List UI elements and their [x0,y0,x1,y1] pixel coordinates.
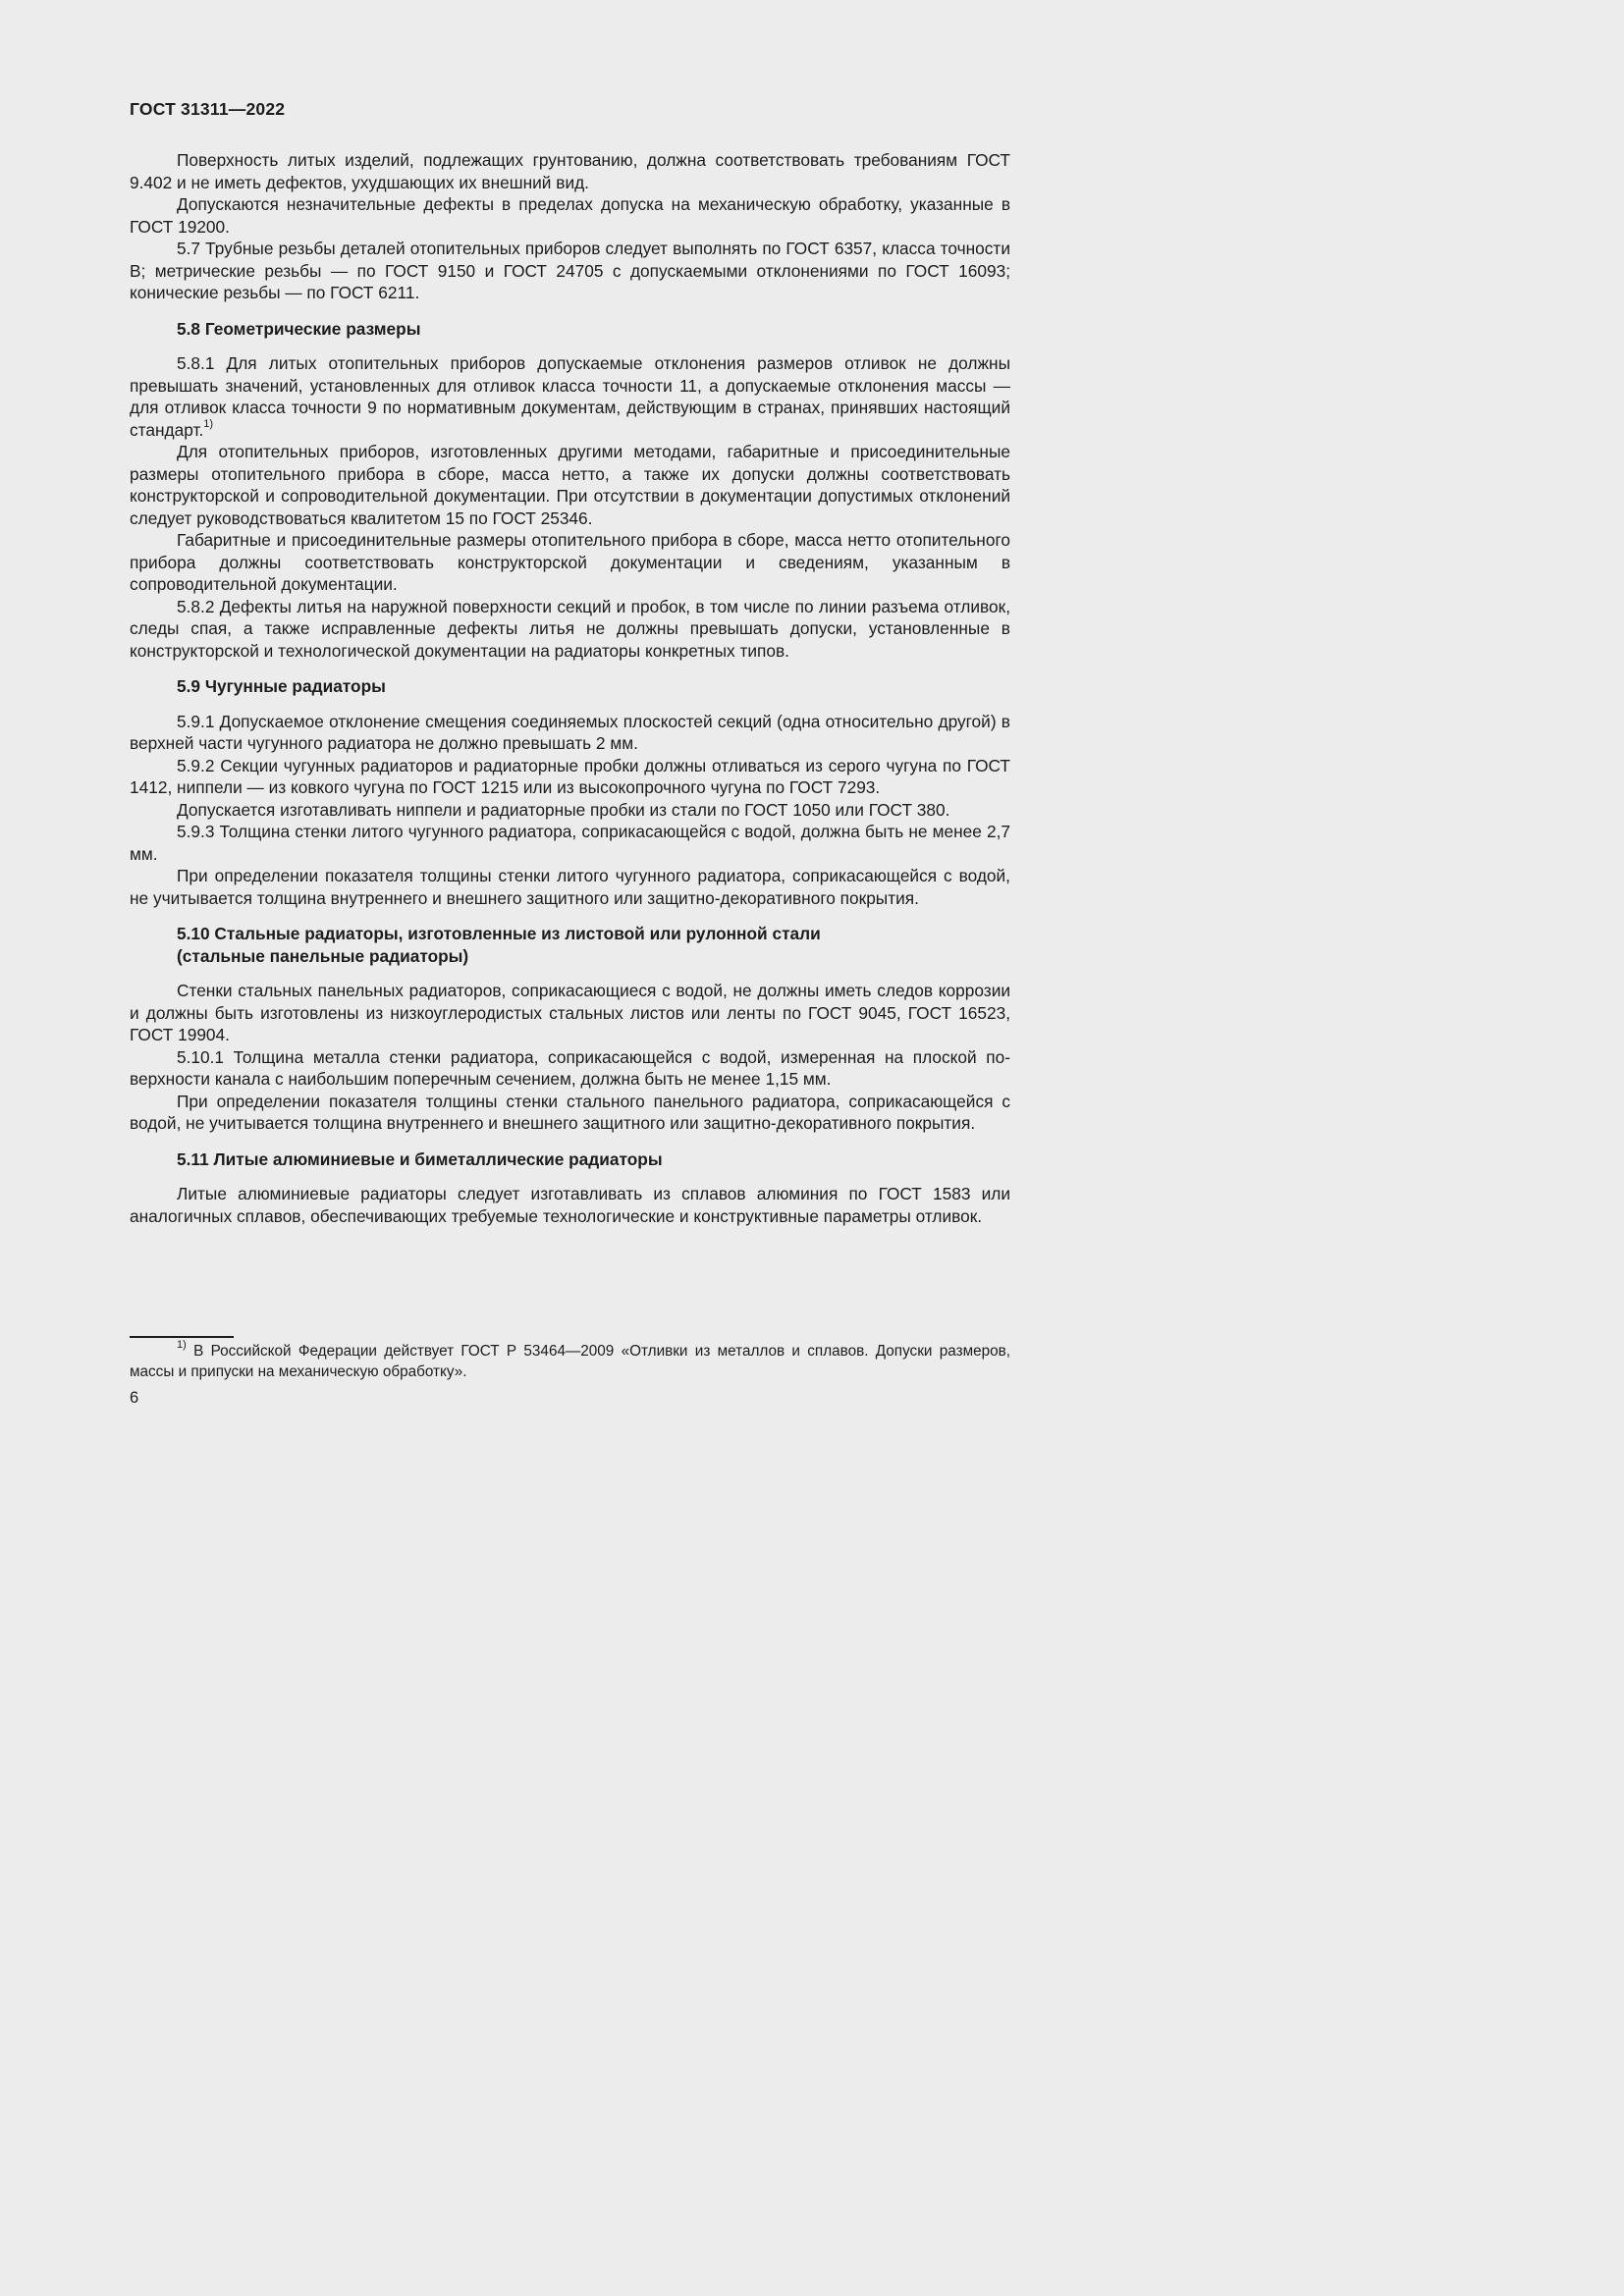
page-number: 6 [130,1389,139,1407]
section-heading-5-10-line1: 5.10 Стальные радиаторы, изготовленные из листовой или рулонной стали [177,924,821,943]
paragraph-cast-iron-wall-thickness: При определении показателя толщины стенки литого чугунного радиатора, соприкасающейся с водой, не учитывается толщина внутреннего и внешнего защитного или защитно-декоративного покрытия. [130,866,1010,908]
paragraph-aluminium-radiators: Литые алюминиевые радиаторы следует изготавливать из сплавов алюминия по ГОСТ 1583 или аналогичных сплавов, обеспечивающих требуемые технологические и конструктивные параметры отливок. [130,1184,1010,1226]
paragraph-5-9-2: 5.9.2 Секции чугунных радиаторов и радиаторные пробки должны отливаться из серого чугуна по ГОСТ 1412, ниппели — из ковкого чугуна по ГОСТ 1215 или из высокопрочного чугуна по ГОСТ 7293. [130,755,1010,797]
paragraph-steel-panel-walls: Стенки стальных панельных радиаторов, соприкасающиеся с водой, не должны иметь следов коррозии и должны быть изготовлены из низкоуглеродистых стальных листов или ленты по ГОСТ 9045, ГОСТ 16523, ГОСТ 19904. [130,981,1010,1044]
section-heading-5-10-line2: (стальные панельные радиаторы) [177,945,469,966]
section-heading-5-9: 5.9 Чугунные радиаторы [177,676,386,696]
paragraph-5-9-1: 5.9.1 Допускаемое отклонение смещения соединяемых плоскостей секций (одна относительно другой) в верхней части чугунного радиатора не должно превышать 2 мм. [130,711,1010,753]
paragraph-5-8-1-text: 5.8.1 Для литых отопительных приборов допускаемые отклонения размеров отливок не должны превышать значений, установленных для отливок класса точности 11, а допускаемые отклонения массы — для отливок класса точности 9 по нормативным документам, действующим в странах, принявших настоящий стандарт. [130,353,1010,440]
paragraph-minor-defects: Допускаются незначительные дефекты в пределах допуска на механическую обработку, указанные в ГОСТ 19200. [130,194,1010,237]
paragraph-surface-priming: Поверхность литых изделий, подлежащих грунтованию, должна соответствовать требованиям ГОСТ 9.402 и не иметь дефектов, ухудшающих их внешний вид. [130,150,1010,192]
paragraph-5-10-1: 5.10.1 Толщина металла стенки радиатора, соприкасающейся с водой, измеренная на плоской поверхности канала с наибольшим поперечным сечением, должна быть не менее 1,15 мм. [130,1046,1010,1089]
section-heading-5-11: 5.11 Литые алюминиевые и биметаллические радиаторы [177,1148,663,1169]
document-code-header: ГОСТ 31311—2022 [130,99,286,119]
footnote-divider [130,1336,234,1338]
paragraph-5-8-2: 5.8.2 Дефекты литья на наружной поверхности секций и пробок, в том числе по линии разъема отливок, следы спая, а также исправленные дефекты литья не должны превышать допуски, установленные в конструкторской и технологической документации на радиаторы конкретных типов. [130,596,1010,661]
paragraph-5-9-3: 5.9.3 Толщина стенки литого чугунного радиатора, соприкасающейся с водой, должна быть не менее 2,7 мм. [130,822,1010,864]
document-body [130,149,1010,1227]
footnote-marker: 1) [177,1338,187,1351]
paragraph-steel-wall-thickness: При определении показателя толщины стенки стального панельного радиатора, соприкасающейся с водой, не учитывается толщина внутреннего и внешнего защитного или защитно-декоративного покрытия. [130,1091,1010,1133]
paragraph-overall-dimensions: Габаритные и присоединительные размеры отопительного прибора в сборе, масса нетто отопительного прибора должны соответствовать конструкторской документации и сведениям, указанным в сопроводительной документации. [130,530,1010,594]
paragraph-5-8-1 [130,352,1010,441]
footnote-reference: 1) [203,417,214,430]
section-heading-5-8: 5.8 Геометрические размеры [177,318,421,339]
footnote [130,1338,1010,1382]
footnote-text: В Российской Федерации действует ГОСТ Р 53464—2009 «Отливки из металлов и сплавов. Допуски размеров, массы и припуски на механическую обработку». [130,1343,1010,1380]
paragraph-nipples-steel: Допускается изготавливать ниппели и радиаторные пробки из стали по ГОСТ 1050 или ГОСТ 380. [177,799,950,820]
paragraph-5-7-threads: 5.7 Трубные резьбы деталей отопительных приборов следует выполнять по ГОСТ 6357, класса точности В; метрические резьбы — по ГОСТ 9150 и ГОСТ 24705 с допускаемыми отклонениями по ГОСТ 16093; конические резьбы — по ГОСТ 6211. [130,239,1010,302]
paragraph-other-methods: Для отопительных приборов, изготовленных другими методами, габаритные и присоединительные размеры отопительного прибора в сборе, масса нетто, а также их допуски должны соответствовать конструкторской и сопроводительной документации. При отсутствии в документации допустимых отклонений следует руководствоваться квалитетом 15 по ГОСТ 25346. [130,442,1010,528]
section-heading-5-10 [130,923,1010,967]
